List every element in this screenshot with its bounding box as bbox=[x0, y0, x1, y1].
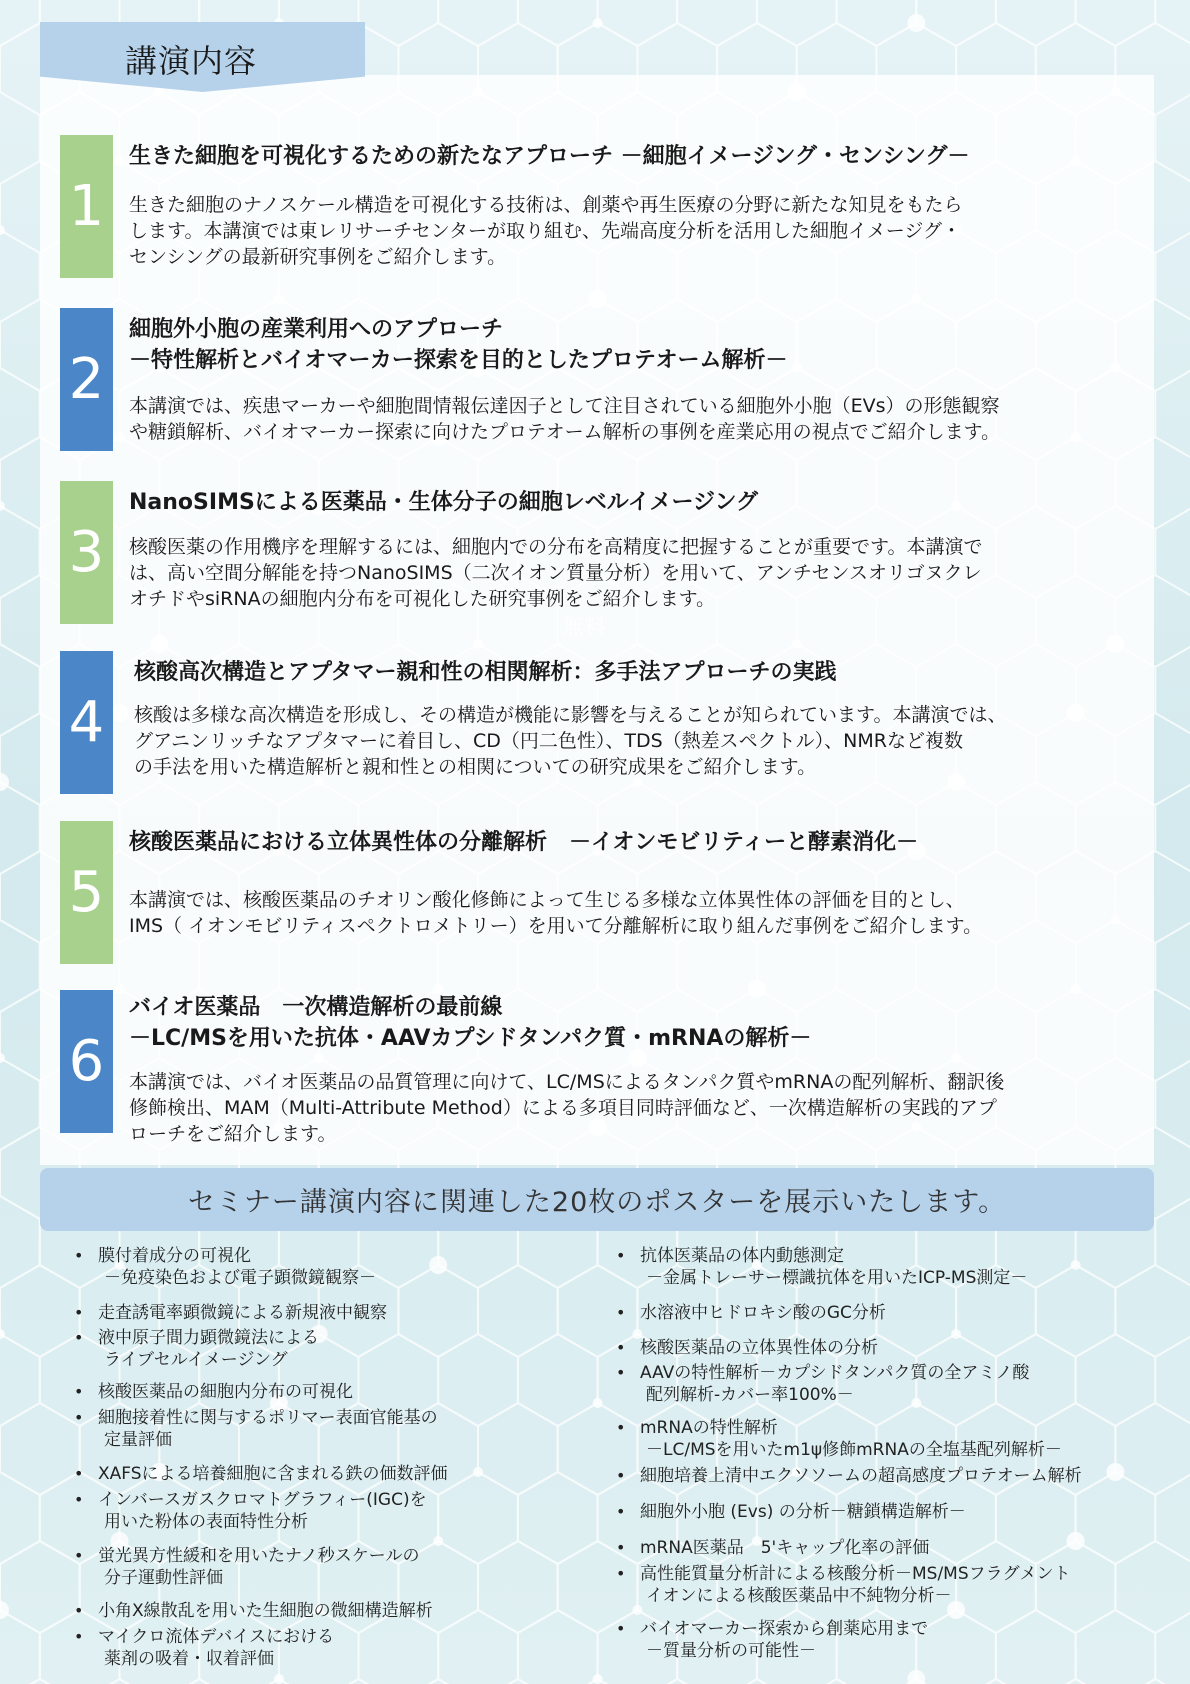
talk-title-line: 核酸医薬品における立体異性体の分離解析 －イオンモビリティーと酵素消化－ bbox=[129, 830, 919, 855]
bullet-icon: • bbox=[74, 1546, 84, 1565]
poster-item-text: 配列解析-カバー率100%－ bbox=[646, 1385, 854, 1405]
talk-description bbox=[129, 192, 1139, 270]
bullet-icon: • bbox=[616, 1466, 626, 1485]
bullet-icon: • bbox=[616, 1303, 626, 1322]
talk-title-line: 生きた細胞を可視化するための新たなアプローチ －細胞イメージング・センシング－ bbox=[129, 144, 970, 169]
poster-item-text: 細胞外小胞 (Evs) の分析－糖鎖構造解析－ bbox=[640, 1502, 966, 1522]
bullet-icon: • bbox=[616, 1564, 626, 1583]
talk-description-line: 本講演では、核酸医薬品のチオリン酸化修飾によって生じる多様な立体異性体の評価を目的とし、 bbox=[129, 889, 965, 911]
poster-item-text: 小角X線散乱を用いた生細胞の微細構造解析 bbox=[98, 1601, 433, 1621]
bullet-icon: • bbox=[74, 1490, 84, 1509]
poster-item-text: 高性能質量分析計による核酸分析－MS/MSフラグメント bbox=[640, 1564, 1071, 1584]
poster-banner: セミナー講演内容に関連した20枚のポスターを展示いたします。 bbox=[40, 1168, 1154, 1231]
bullet-icon: • bbox=[616, 1538, 626, 1557]
poster-list-item bbox=[612, 1417, 1152, 1461]
poster-item-text: mRNAの特性解析 bbox=[640, 1418, 778, 1438]
talk-title bbox=[129, 141, 1139, 172]
poster-item-text: 核酸医薬品の立体異性体の分析 bbox=[640, 1338, 878, 1358]
talk-number-badge: 4 bbox=[60, 651, 113, 794]
talk-number-badge: 3 bbox=[60, 481, 113, 624]
poster-list-item bbox=[612, 1362, 1152, 1406]
talk-description-line: の手法を用いた構造解析と親和性との相関についての研究成果をご紹介します。 bbox=[134, 756, 817, 778]
poster-list-item bbox=[612, 1501, 1152, 1523]
poster-list-item bbox=[70, 1327, 590, 1371]
bullet-icon: • bbox=[74, 1328, 84, 1347]
talk-description-line: します。本講演では東レリサーチセンターが取り組む、先端高度分析を活用した細胞イメージグ・ bbox=[129, 220, 962, 242]
talk-description-line: 生きた細胞のナノスケール構造を可視化する技術は、創薬や再生医療の分野に新たな知見をもたら bbox=[129, 194, 963, 216]
talk-description-line: 本講演では、バイオ医薬品の品質管理に向けて、LC/MSによるタンパク質やmRNAの配列解析、翻訳後 bbox=[129, 1071, 1005, 1093]
poster-item-text: －質量分析の可能性－ bbox=[646, 1641, 816, 1661]
poster-list-item bbox=[612, 1563, 1152, 1607]
poster-item-text: XAFSによる培養細胞に含まれる鉄の価数評価 bbox=[98, 1464, 448, 1484]
talk-title bbox=[129, 992, 1139, 1054]
bullet-icon: • bbox=[616, 1418, 626, 1437]
bullet-icon: • bbox=[74, 1382, 84, 1401]
talk-description-line: グアニンリッチなアプタマーに着目し、CD（円二色性）、TDS（熱差スペクトル）、NMRなど複数 bbox=[134, 730, 963, 752]
poster-item-text: －免疫染色および電子顕微鏡観察－ bbox=[104, 1268, 376, 1288]
poster-list-item bbox=[70, 1463, 590, 1485]
poster-item-text: イオンによる核酸医薬品中不純物分析－ bbox=[646, 1586, 952, 1606]
poster-item-text: －金属トレーサー標識抗体を用いたICP-MS測定－ bbox=[646, 1268, 1028, 1288]
talk-title-line: バイオ医薬品 一次構造解析の最前線 bbox=[129, 995, 503, 1020]
watermark-text: 無料 bbox=[562, 615, 607, 640]
poster-list-item bbox=[70, 1626, 590, 1670]
poster-list-item bbox=[70, 1489, 590, 1533]
talk-description-line: や糖鎖解析、バイオマーカー探索に向けたプロテオーム解析の事例を産業応用の視点でご紹介します。 bbox=[129, 421, 1001, 443]
poster-list-item bbox=[612, 1465, 1152, 1487]
talk-title bbox=[129, 827, 1139, 858]
poster-item-text: インバースガスクロマトグラフィー(IGC)を bbox=[98, 1490, 427, 1510]
talk-number-badge: 6 bbox=[60, 990, 113, 1133]
talk-title bbox=[129, 314, 1139, 376]
poster-item-text: マイクロ流体デバイスにおける bbox=[98, 1627, 335, 1647]
poster-item-text: 細胞培養上清中エクソソームの超高感度プロテオーム解析 bbox=[640, 1466, 1082, 1486]
bullet-icon: • bbox=[74, 1464, 84, 1483]
talk-title bbox=[134, 657, 1144, 688]
talk-description-line: IMS（ イオンモビリティスペクトロメトリー）を用いて分離解析に取り組んだ事例をご紹介します。 bbox=[129, 915, 983, 937]
talk-description-line: 核酸は多様な高次構造を形成し、その構造が機能に影響を与えることが知られています。本講演では、 bbox=[134, 704, 1007, 726]
talk-description-line: は、高い空間分解能を持つNanoSIMS（二次イオン質量分析）を用いて、アンチセンスオリゴヌクレ bbox=[129, 562, 982, 584]
bullet-icon: • bbox=[616, 1338, 626, 1357]
poster-item-text: 薬剤の吸着・収着評価 bbox=[104, 1649, 274, 1669]
poster-item-text: 液中原子間力顕微鏡法による bbox=[98, 1328, 319, 1348]
talk-title-line: －LC/MSを用いた抗体・AAVカプシドタンパク質・mRNAの解析－ bbox=[129, 1026, 812, 1051]
bullet-icon: • bbox=[616, 1246, 626, 1265]
poster-item-text: 膜付着成分の可視化 bbox=[98, 1246, 251, 1266]
poster-item-text: －LC/MSを用いたm1ψ修飾mRNAの全塩基配列解析－ bbox=[646, 1440, 1062, 1460]
talk-description-line: 核酸医薬の作用機序を理解するには、細胞内での分布を高精度に把握することが重要です。本講演で bbox=[129, 536, 983, 558]
talk-description bbox=[129, 887, 1139, 939]
talk-description-line: センシングの最新研究事例をご紹介します。 bbox=[129, 246, 507, 268]
talk-description bbox=[129, 534, 1139, 612]
talk-number-badge: 5 bbox=[60, 821, 113, 964]
poster-item-text: 定量評価 bbox=[104, 1430, 172, 1450]
poster-item-text: 蛍光異方性緩和を用いたナノ秒スケールの bbox=[98, 1546, 420, 1566]
talk-description-line: ローチをご紹介します。 bbox=[129, 1123, 337, 1145]
poster-list-item bbox=[70, 1381, 590, 1403]
bullet-icon: • bbox=[74, 1246, 84, 1265]
poster-list-item bbox=[612, 1245, 1152, 1289]
bullet-icon: • bbox=[74, 1627, 84, 1646]
poster-list-item bbox=[70, 1545, 590, 1589]
bullet-icon: • bbox=[616, 1502, 626, 1521]
talk-title-line: －特性解析とバイオマーカー探索を目的としたプロテオーム解析－ bbox=[129, 348, 788, 373]
page-title: 講演内容 bbox=[125, 42, 258, 80]
poster-list-item bbox=[70, 1600, 590, 1622]
poster-item-text: AAVの特性解析－カプシドタンパク質の全アミノ酸 bbox=[640, 1363, 1030, 1383]
talk-title-line: NanoSIMSによる医薬品・生体分子の細胞レベルイメージング bbox=[129, 490, 759, 515]
bullet-icon: • bbox=[74, 1408, 84, 1427]
poster-item-text: ライブセルイメージング bbox=[104, 1350, 288, 1370]
poster-item-text: 核酸医薬品の細胞内分布の可視化 bbox=[98, 1382, 353, 1402]
poster-item-text: 走査誘電率顕微鏡による新規液中観察 bbox=[98, 1303, 387, 1323]
talk-description bbox=[129, 393, 1139, 445]
talk-description-line: 修飾検出、MAM（Multi-Attribute Method）による多項目同時評価など、一次構造解析の実践的アプ bbox=[129, 1097, 997, 1119]
talk-description bbox=[134, 702, 1144, 780]
talk-description-line: 本講演では、疾患マーカーや細胞間情報伝達因子として注目されている細胞外小胞（EVs）の形態観察 bbox=[129, 395, 1000, 417]
poster-list-item bbox=[612, 1302, 1152, 1324]
talk-description-line: オチドやsiRNAの細胞内分布を可視化した研究事例をご紹介します。 bbox=[129, 588, 716, 610]
poster-list-item bbox=[70, 1407, 590, 1451]
bullet-icon: • bbox=[616, 1619, 626, 1638]
talk-description bbox=[129, 1069, 1139, 1147]
poster-item-text: 細胞接着性に関与するポリマー表面官能基の bbox=[98, 1408, 438, 1428]
poster-list-item bbox=[70, 1302, 590, 1324]
poster-item-text: バイオマーカー探索から創薬応用まで bbox=[640, 1619, 929, 1639]
poster-item-text: mRNA医薬品 5'キャップ化率の評価 bbox=[640, 1538, 930, 1558]
poster-list-item bbox=[612, 1618, 1152, 1662]
bullet-icon: • bbox=[74, 1303, 84, 1322]
poster-item-text: 水溶液中ヒドロキシ酸のGC分析 bbox=[640, 1303, 886, 1323]
poster-list-item bbox=[612, 1337, 1152, 1359]
talk-number-badge: 2 bbox=[60, 308, 113, 451]
bullet-icon: • bbox=[74, 1601, 84, 1620]
poster-item-text: 抗体医薬品の体内動態測定 bbox=[640, 1246, 844, 1266]
poster-item-text: 用いた粉体の表面特性分析 bbox=[104, 1512, 308, 1532]
poster-list-item bbox=[612, 1537, 1152, 1559]
talk-title-line: 細胞外小胞の産業利用へのアプローチ bbox=[129, 317, 504, 342]
talk-title bbox=[129, 487, 1139, 518]
talk-number-badge: 1 bbox=[60, 135, 113, 278]
bullet-icon: • bbox=[616, 1363, 626, 1382]
poster-list-item bbox=[70, 1245, 590, 1289]
talk-title-line: 核酸高次構造とアプタマー親和性の相関解析：多手法アプローチの実践 bbox=[134, 660, 837, 685]
poster-item-text: 分子運動性評価 bbox=[104, 1568, 223, 1588]
